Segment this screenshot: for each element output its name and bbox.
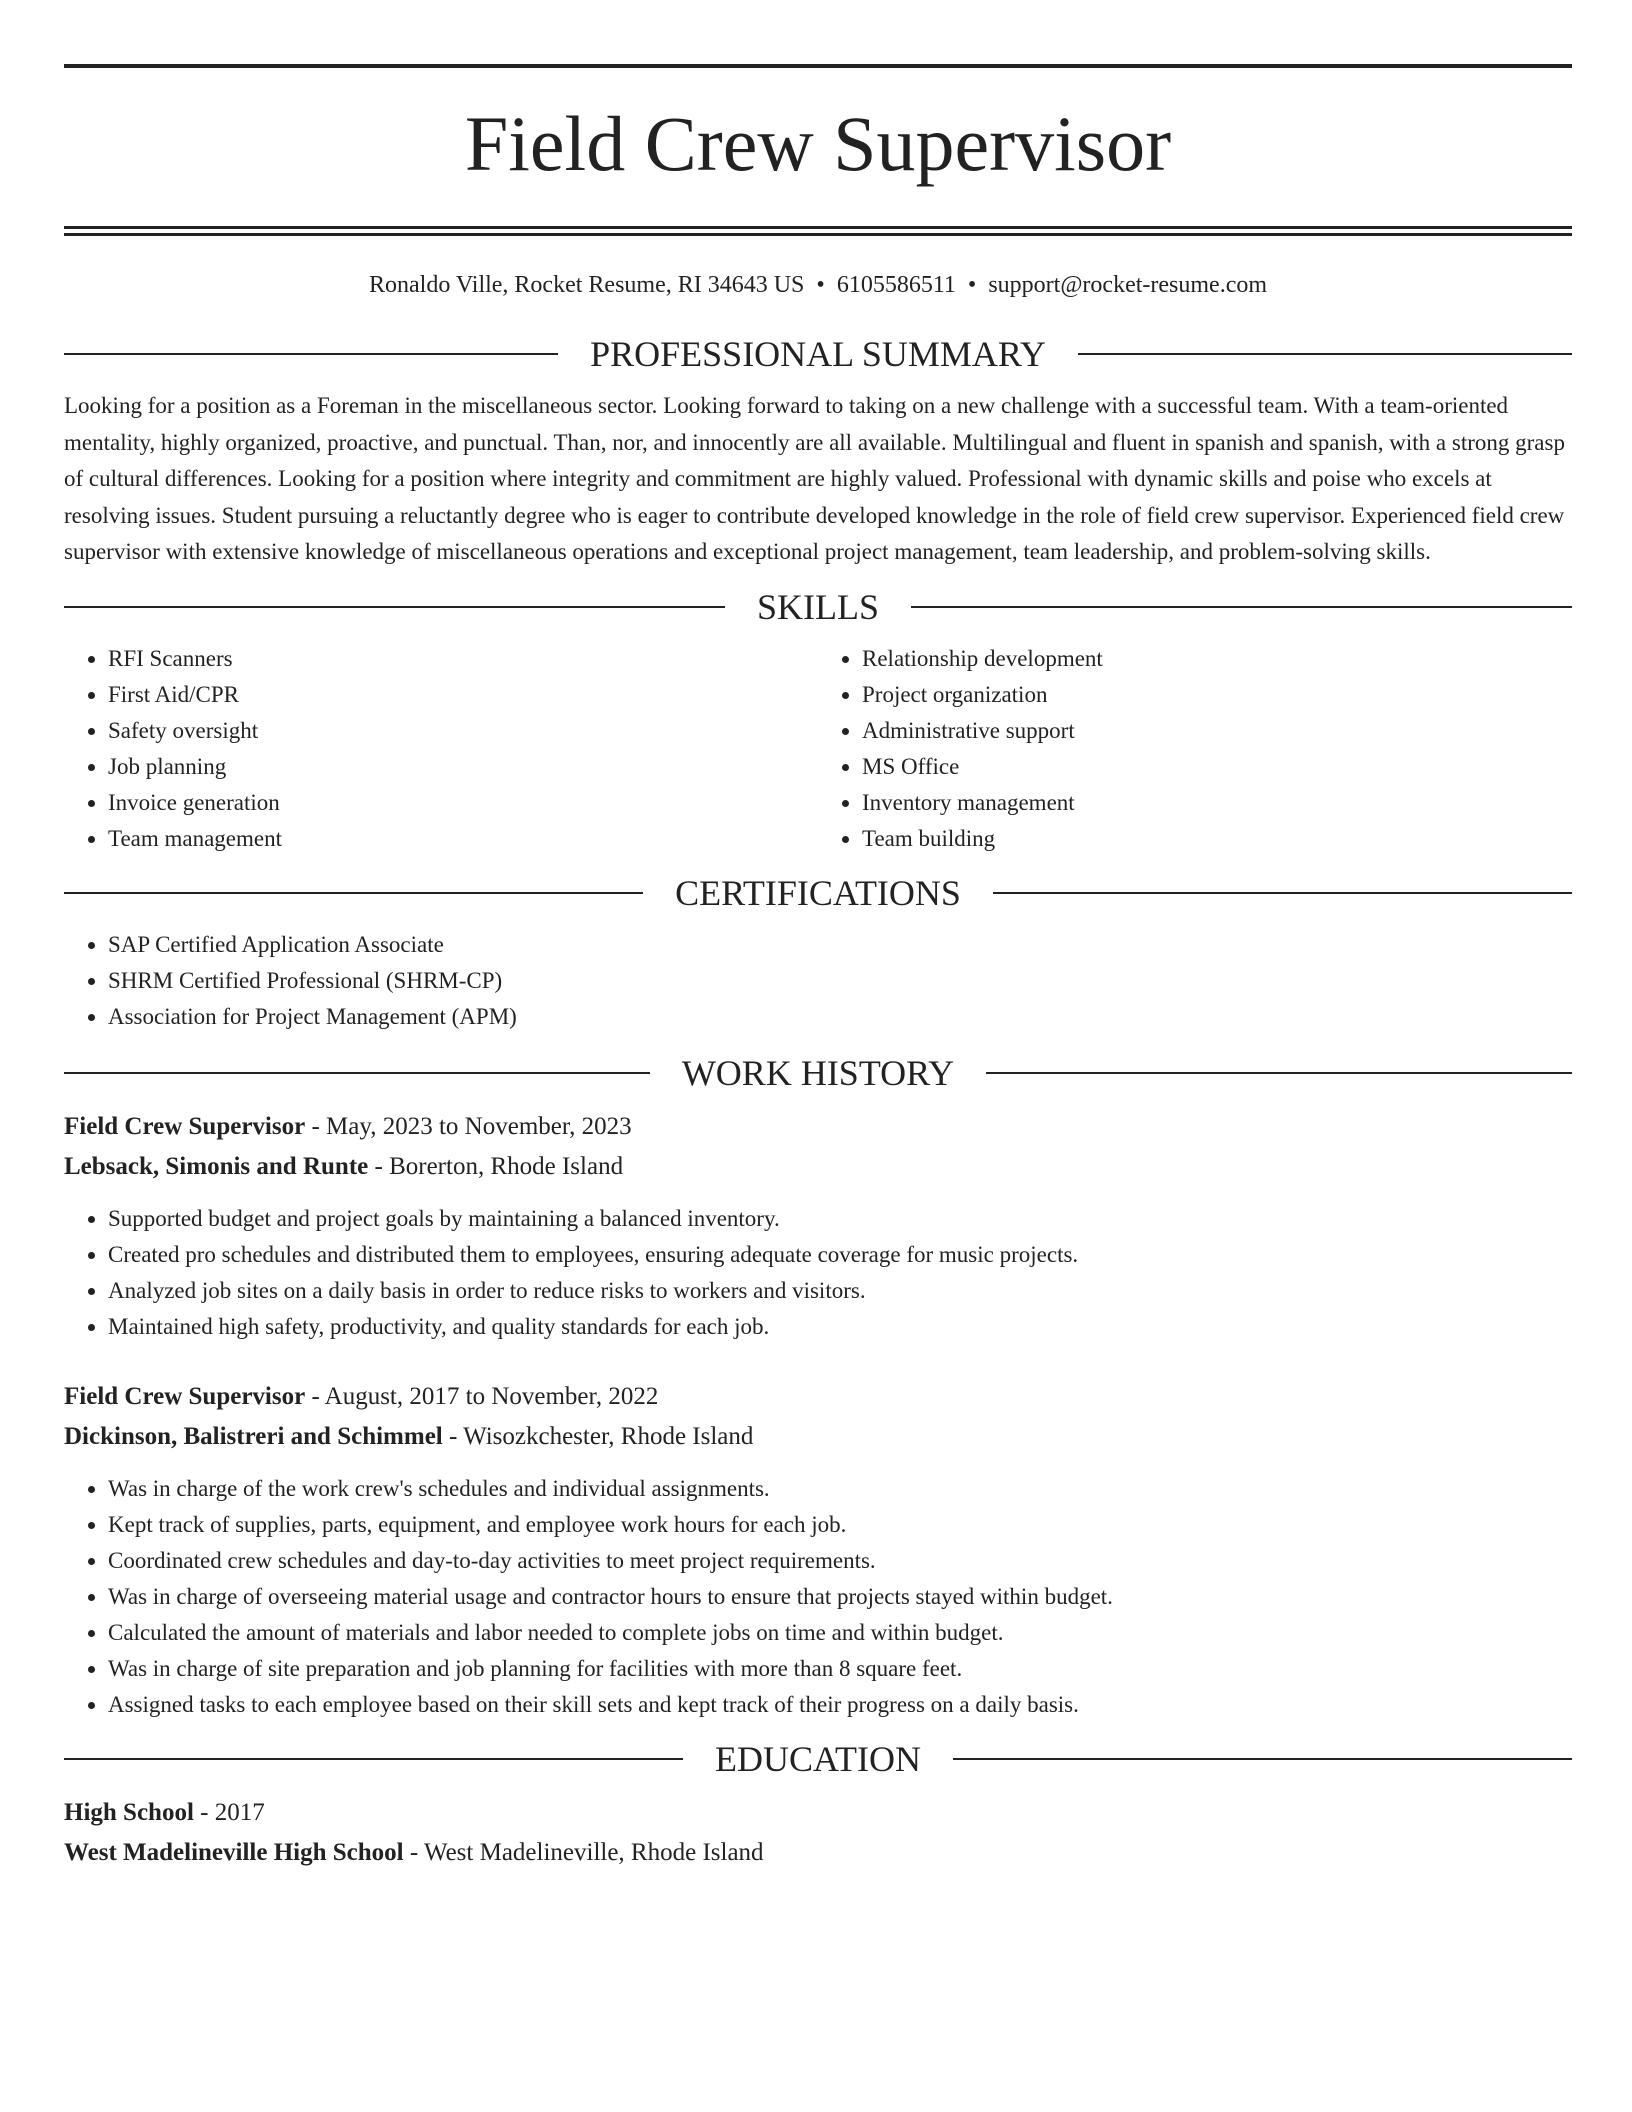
heading-rule-left [64,1758,683,1760]
heading-rule-right [953,1758,1572,1760]
skill-item: • First Aid/CPR [108,677,818,713]
job-entry [64,1107,1572,1345]
education-year: 2017 [214,1798,265,1826]
skills-list [64,641,1572,857]
contact-email[interactable]: support@rocket-resume.com [988,272,1268,298]
heading-rule-left [64,606,725,608]
job-dates: August, 2017 to November, 2022 [324,1382,659,1410]
dash: - [193,1798,215,1826]
contact-separator: • [816,272,825,298]
title-double-rule [64,226,1572,236]
skill-item: • RFI Scanners [108,641,818,677]
skill-item: • Inventory management [862,785,1572,821]
heading-rule-right [986,1072,1572,1074]
certification-item: • SHRM Certified Professional (SHRM-CP) [108,963,1572,999]
contact-address: Ronaldo Ville, Rocket Resume, RI 34643 US [368,272,805,298]
skill-item: • Team building [862,821,1572,857]
dash: - [442,1422,464,1450]
top-rule [64,64,1572,68]
skill-item: • MS Office [862,749,1572,785]
heading-rule-left [64,353,558,355]
job-duty-item: • Assigned tasks to each employee based on their skill sets and kept track of their progress on a daily basis. [108,1687,1572,1723]
job-duty-item: • Calculated the amount of materials and labor needed to complete jobs on time and within budget. [108,1615,1572,1651]
job-dates: May, 2023 to November, 2023 [326,1112,632,1140]
job-company-line [64,1417,1572,1457]
job-location: Borerton, Rhode Island [389,1152,624,1180]
summary-heading [64,332,1572,376]
job-location: Wisozkchester, Rhode Island [463,1422,754,1450]
education-entry [64,1793,1572,1873]
heading-rule-left [64,1072,650,1074]
job-duties-list [64,1471,1572,1723]
certifications-heading-label: CERTIFICATIONS [675,872,961,913]
skill-item: • Team management [108,821,818,857]
job-title-line [64,1377,1572,1417]
job-company: Dickinson, Balistreri and Schimmel [64,1422,443,1450]
job-entry [64,1377,1572,1723]
job-duty-item: • Kept track of supplies, parts, equipment, and employee work hours for each job. [108,1507,1572,1543]
resume-page [64,64,1572,1873]
work-heading-label: WORK HISTORY [681,1052,955,1093]
job-duty-item: • Was in charge of the work crew's schedules and individual assignments. [108,1471,1572,1507]
skill-item: • Invoice generation [108,785,818,821]
skills-heading-label: SKILLS [757,586,880,627]
job-company: Lebsack, Simonis and Runte [64,1152,369,1180]
heading-rule-right [993,892,1572,894]
resume-title: Field Crew Supervisor [464,100,1172,187]
heading-rule-right [911,606,1572,608]
education-degree-line [64,1793,1572,1833]
contact-separator: • [967,272,977,298]
dash: - [403,1838,424,1866]
dash: - [305,1382,325,1410]
job-duty-item: • Supported budget and project goals by maintaining a balanced inventory. [108,1201,1572,1237]
education-location: West Madelineville, Rhode Island [423,1838,764,1866]
job-company-line [64,1147,1572,1187]
work-heading [64,1051,1572,1095]
job-duty-item: • Was in charge of site preparation and job planning for facilities with more than 8 square feet. [108,1651,1572,1687]
job-title: Field Crew Supervisor [64,1112,306,1140]
dash: - [305,1112,327,1140]
education-degree: High School [64,1798,194,1826]
heading-rule-left [64,892,643,894]
skills-column-right [818,641,1572,857]
job-title-line [64,1107,1572,1147]
summary-heading-label: PROFESSIONAL SUMMARY [590,334,1046,374]
skill-item: • Administrative support [862,713,1572,749]
skill-item: • Job planning [108,749,818,785]
job-duty-item: • Analyzed job sites on a daily basis in order to reduce risks to workers and visitors. [108,1273,1572,1309]
certifications-list [64,927,1572,1035]
summary-text: Looking for a position as a Foreman in the miscellaneous sector. Looking forward to taking on a new challenge with a successful team. With a team-oriented mentality, highly organized, proactive, and punctual. Than, nor, and innocently are all available. Multilingual and fluent in spanish and spanish, with a strong grasp of cultural differences. Looking for a position where integrity and commitment are highly valued. Professional with dynamic skills and poise who excels at resolving issues. Student pursuing a reluctantly degree who is eager to contribute developed knowledge in the role of field crew supervisor. Experienced field crew supervisor with extensive knowledge of miscellaneous operations and exceptional project management, team leadership, and problem-solving skills. [64,393,1565,564]
education-heading-label: EDUCATION [715,1738,921,1779]
skill-item: • Relationship development [862,641,1572,677]
education-school-line [64,1833,1572,1873]
skills-column-left [64,641,818,857]
skill-item: • Project organization [862,677,1572,713]
job-duty-item: • Coordinated crew schedules and day-to-day activities to meet project requirements. [108,1543,1572,1579]
job-duty-item: • Maintained high safety, productivity, and quality standards for each job. [108,1309,1572,1345]
skill-item: • Safety oversight [108,713,818,749]
certification-item: • SAP Certified Application Associate [108,927,1572,963]
contact-phone[interactable]: 6105586511 [836,272,956,298]
job-title: Field Crew Supervisor [64,1382,306,1410]
job-duty-item: • Created pro schedules and distributed them to employees, ensuring adequate coverage for music projects. [108,1237,1572,1273]
dash: - [368,1152,390,1180]
certification-item: • Association for Project Management (APM) [108,999,1572,1035]
contact-line [64,269,1572,301]
education-heading [64,1737,1572,1781]
certifications-heading [64,871,1572,915]
heading-rule-right [1078,353,1572,355]
skills-heading [64,585,1572,629]
job-duties-list [64,1201,1572,1345]
job-duty-item: • Was in charge of overseeing material usage and contractor hours to ensure that projects stayed within budget. [108,1579,1572,1615]
education-school: West Madelineville High School [64,1838,404,1866]
